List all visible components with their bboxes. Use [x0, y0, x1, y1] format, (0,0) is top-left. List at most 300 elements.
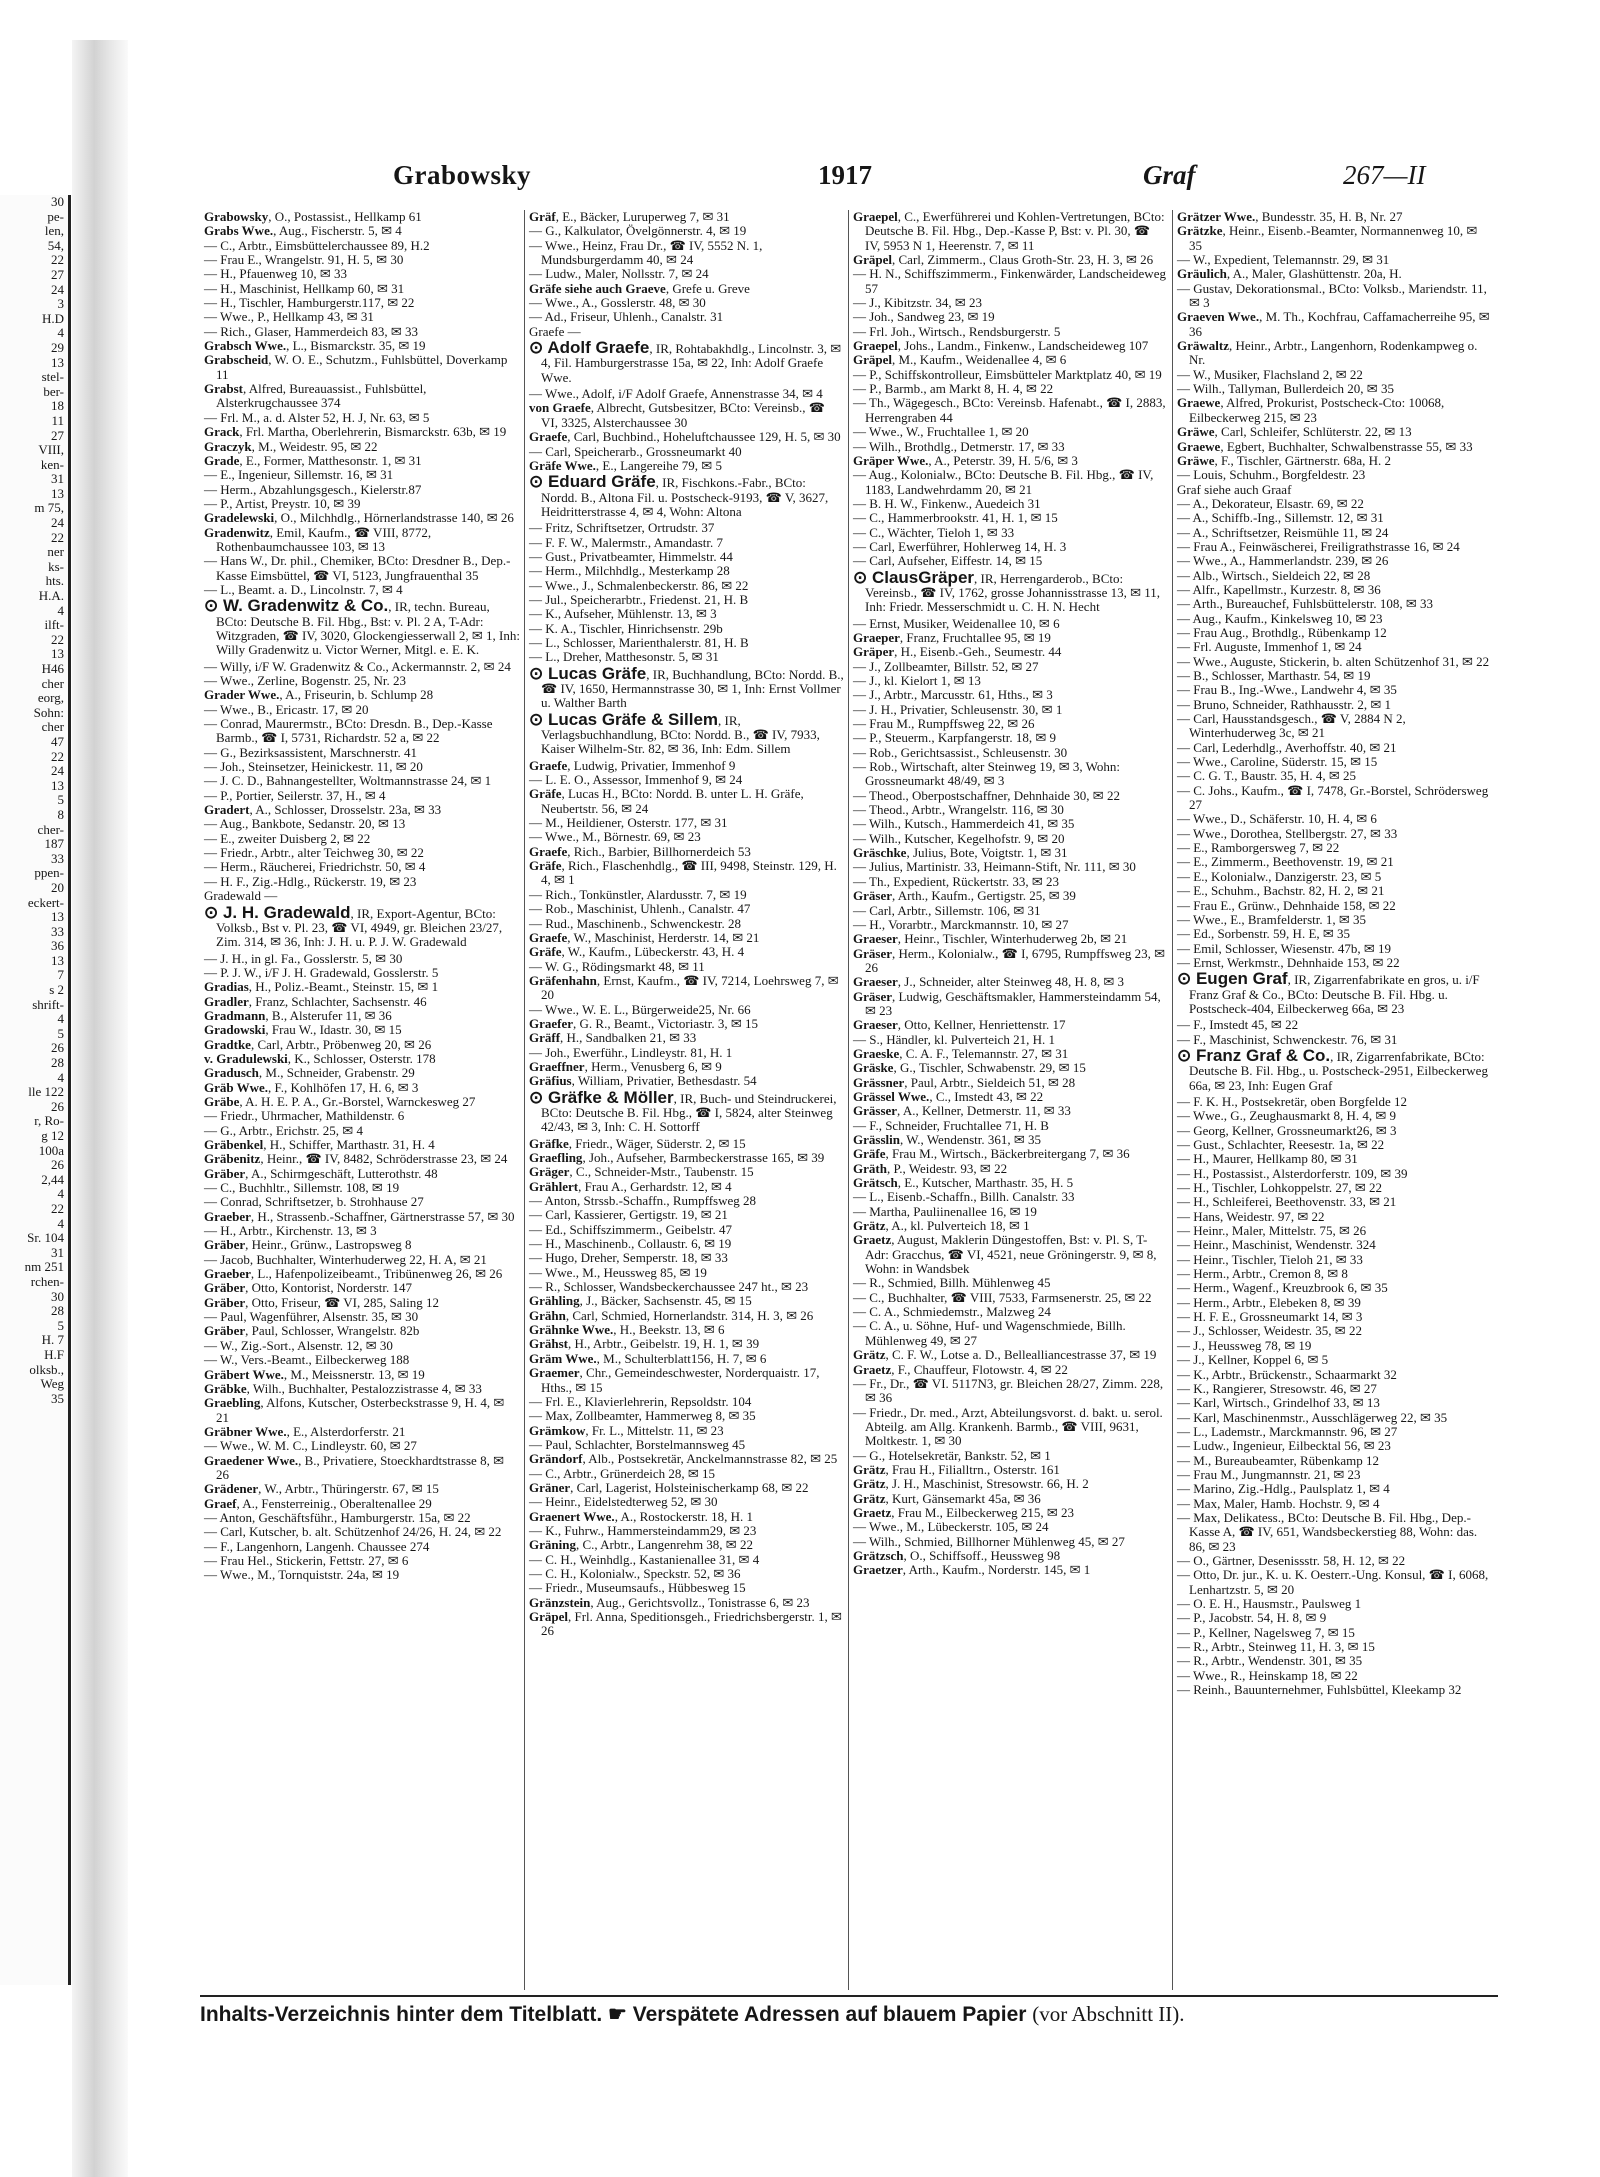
directory-entry: — L., Eisenb.-Schaffn., Billh. Canalstr. 33 — [853, 1189, 1075, 1205]
facing-page-fragment-line: 22 — [51, 1200, 64, 1216]
directory-entry: Gräning, C., Arbtr., Langenrehm 38, ✉ 22 — [529, 1537, 753, 1553]
entry-name: Gräner — [529, 1479, 571, 1495]
directory-entry: — Rob., Maschinist, Uhlenh., Canalstr. 47 — [529, 901, 751, 917]
directory-entry: — Conrad, Maurermstr., BCto: Dresdn. B., Dep.-Kasse Barmb., ☎ I, 5731, Richardstr. 52 a, ✉ 22 — [204, 716, 493, 746]
directory-entry: — Hugo, Dreher, Semperstr. 18, ✉ 33 — [529, 1250, 728, 1266]
facing-page-fragment-line: 4 — [57, 325, 64, 341]
directory-entry: Graebling, Alfons, Kutscher, Osterbeckstrasse 9, H. 4, ✉ 21 — [204, 1395, 505, 1425]
directory-entry: Grabscheid, W. O. E., Schutzm., Fuhlsbüttel, Doverkamp 11 — [204, 352, 508, 382]
entry-name: Graewe — [1177, 438, 1221, 454]
directory-entry: Grätz, Frau H., Filialltrn., Osterstr. 161 — [853, 1461, 1060, 1477]
directory-entry: — Heinr., Tischler, Tieloh 21, ✉ 33 — [1177, 1251, 1363, 1267]
facing-page-fragment-line: m 75, — [34, 500, 64, 516]
directory-entry: — Heinr., Eidelstedterweg 52, ✉ 30 — [529, 1494, 718, 1510]
entry-name: Graefe — [529, 929, 568, 945]
facing-page-fragment-line: ks- — [48, 558, 64, 574]
directory-entry: — Jacob, Buchhalter, Winterhuderweg 22, H. A, ✉ 21 — [204, 1251, 487, 1267]
entry-name: ⊙ ClausGräper — [853, 567, 975, 587]
facing-page-fragment-line: 13 — [51, 646, 64, 662]
directory-entry: Gräger, C., Schneider-Mstr., Taubenstr. 15 — [529, 1164, 754, 1180]
directory-entry: — W., Musiker, Flachsland 2, ✉ 22 — [1177, 366, 1363, 382]
directory-entry: — L., Dreher, Matthesonstr. 5, ✉ 31 — [529, 649, 719, 665]
facing-page-fragment-line: stel- — [41, 369, 64, 385]
directory-entry: — Carl, Ewerführer, Hohlerweg 14, H. 3 — [853, 538, 1067, 554]
firm-listing: ⊙ Gräfke & Möller, IR, Buch- und Steindruckerei, BCto: Deutsche B. Fil. Hbg., ☎ I, 5824, alter Steinweg 42/43, ✉ 3, Inh: C. H. Sottorff — [529, 1087, 837, 1135]
facing-page-fragment-line: Sr. 104 — [27, 1230, 64, 1246]
directory-entry: Gräber, Otto, Friseur, ☎ VI, 285, Saling 12 — [204, 1294, 439, 1310]
directory-entry: — Wilh., Tallyman, Bullerdeich 20, ✉ 35 — [1177, 381, 1394, 397]
directory-entry: Gräfe, W., Kaufm., Lübeckerstr. 43, H. 4 — [529, 944, 745, 960]
directory-entry: — C., Wächter, Tieloh 1, ✉ 33 — [853, 524, 1015, 540]
directory-entry: — Wwe., M., Lübeckerstr. 105, ✉ 24 — [853, 1519, 1049, 1535]
facing-page-fragment-line: r, Ro- — [34, 1113, 64, 1129]
facing-page-fragment-line: 13 — [51, 909, 64, 925]
directory-entry: Graefling, Joh., Aufseher, Barmbeckerstrasse 165, ✉ 39 — [529, 1150, 825, 1165]
directory-entry: Graeske, C. A. F., Telemannstr. 27, ✉ 31 — [853, 1045, 1069, 1061]
directory-entry: — Rud., Maschinenb., Schwenckestr. 28 — [529, 915, 741, 931]
entry-name: ⊙ Franz Graf & Co. — [1177, 1045, 1331, 1065]
entry-name: Graefe — [529, 429, 568, 445]
entry-name: Grätzer Wwe. — [1177, 210, 1256, 224]
directory-entry: — Friedr., Museumsaufs., Hübbesweg 15 — [529, 1580, 746, 1596]
directory-entry: — Wwe., Adolf, i/F Adolf Graefe, Annenstrasse 34, ✉ 4 — [529, 386, 823, 402]
facing-page-fragment-line: 5 — [57, 1025, 64, 1041]
facing-page-fragment-line: H.F — [44, 1346, 64, 1362]
directory-entry: — J., Kibitzstr. 34, ✉ 23 — [853, 295, 982, 311]
directory-entry: — Wwe., W., Fruchtallee 1, ✉ 20 — [853, 424, 1029, 440]
directory-entry: — M., Bureaubeamter, Rübenkamp 12 — [1177, 1452, 1380, 1468]
directory-entry: — Wwe., M., Börnestr. 69, ✉ 23 — [529, 829, 701, 845]
entry-name: Grählert — [529, 1178, 579, 1194]
entry-name: Gräpel — [853, 352, 892, 368]
firm-listing: ⊙ Franz Graf & Co., IR, Zigarrenfabrikate, BCto: Deutsche B. Fil. Hbg., u. Postscheck-2951, Eilbeckerweg 66a, ✉ 23, Inh: Eugen Graf — [1177, 1045, 1488, 1093]
directory-entry: — Louis, Schuhm., Borgfeldestr. 23 — [1177, 467, 1366, 483]
facing-page-fragment-line: 13 — [51, 354, 64, 370]
entry-name: Gräfius — [529, 1073, 572, 1089]
directory-entry: — Herm., Abzahlungsgesch., Kielerstr.87 — [204, 481, 422, 497]
facing-page-fragment-line: 26 — [51, 1098, 64, 1114]
entry-name: Grähnke Wwe. — [529, 1322, 614, 1338]
directory-entry: Grabsch Wwe., L., Bismarckstr. 35, ✉ 19 — [204, 338, 426, 354]
directory-entry: Gräwe, Carl, Schleifer, Schlüterstr. 22, ✉ 13 — [1177, 424, 1412, 440]
directory-entry: — C. A., Schmiedemstr., Malzweg 24 — [853, 1304, 1051, 1320]
directory-entry: — Joh., Ewerführ., Lindleystr. 81, H. 1 — [529, 1044, 733, 1060]
directory-entry: Gräwaltz, Heinr., Arbtr., Langenhorn, Rodenkampweg o. Nr. — [1177, 338, 1478, 368]
facing-page-fragment-line: cher — [41, 719, 64, 735]
directory-entry: — Wilh., Brothdlg., Detmerstr. 17, ✉ 33 — [853, 438, 1065, 454]
directory-entry: Gräfe, Lucas H., BCto: Nordd. B. unter L. H. Gräfe, Neubertstr. 56, ✉ 24 — [529, 786, 804, 816]
directory-entry: — Hans, Weidestr. 97, ✉ 22 — [1177, 1208, 1325, 1224]
header-first-name: Grabowsky — [393, 160, 532, 190]
entry-name: Gräpel — [853, 252, 892, 268]
directory-entry: — O. E. H., Hausmstr., Paulsweg 1 — [1177, 1596, 1362, 1611]
entry-name: Gräbe — [204, 1093, 240, 1109]
directory-entry: Graepel, C., Ewerführerei und Kohlen-Vertretungen, BCto: Deutsche B. Fil. Hbg., Dep.-Kasse P, Bst: v. Pl. 30, ☎ IV, 5953 N 1, Heerenstr. 7, ✉ 11 — [853, 210, 1165, 253]
directory-entry: — E., Schuhm., Bachstr. 82, H. 2, ✉ 21 — [1177, 883, 1385, 899]
directory-page — [128, 60, 1540, 2177]
directory-entry: — Rich., Glaser, Hammerdeich 83, ✉ 33 — [204, 323, 418, 339]
facing-page-fragment-line: 33 — [51, 923, 64, 939]
directory-entry: Graedener Wwe., B., Privatiere, Stoeckhardtstrasse 8, ✉ 26 — [204, 1452, 504, 1482]
directory-entry: — Wwe., Auguste, Stickerin, b. alten Schützenhof 31, ✉ 22 — [1177, 653, 1490, 669]
directory-entry: — K., Rangierer, Stresowstr. 46, ✉ 27 — [1177, 1380, 1377, 1396]
entry-name: ⊙ J. H. Gradewald — [204, 902, 351, 922]
facing-page-fragment — [0, 195, 71, 1985]
directory-entry: — F., Maschinist, Schwenckestr. 76, ✉ 31 — [1177, 1031, 1398, 1047]
entry-name: Gräske — [853, 1060, 894, 1076]
directory-entry: Grader Wwe., A., Friseurin, b. Schlump 28 — [204, 687, 434, 703]
directory-entry: — Herm., Arbtr., Cremon 8, ✉ 8 — [1177, 1266, 1348, 1282]
entry-name: Grack — [204, 424, 240, 440]
facing-page-fragment-line: hts. — [45, 573, 64, 589]
entry-name: Gräulich — [1177, 266, 1227, 282]
directory-entry: Grabowsky, O., Postassist., Hellkamp 61 — [204, 210, 422, 224]
facing-page-fragment-line: 11 — [51, 412, 64, 428]
entry-name: Gradusch — [204, 1065, 259, 1081]
directory-entry: Graeser, J., Schneider, alter Steinweg 48, H. 8, ✉ 3 — [853, 974, 1125, 990]
directory-entry: — Herm., Räucherei, Friedrichstr. 50, ✉ 4 — [204, 859, 426, 875]
directory-entry: Grässner, Paul, Arbtr., Sieldeich 51, ✉ 28 — [853, 1074, 1076, 1090]
entry-name: Gräm Wwe. — [529, 1350, 597, 1366]
page-header — [128, 160, 1540, 196]
directory-entry: — H. F., Zig.-Hdlg., Rückerstr. 19, ✉ 23 — [204, 873, 417, 889]
directory-entry: Graenert Wwe., A., Rostockerstr. 18, H. 1 — [529, 1508, 753, 1524]
entry-name: Gradler — [204, 993, 249, 1009]
entry-name: Graetz — [853, 1232, 892, 1248]
directory-columns — [200, 210, 1498, 1990]
facing-page-fragment-line: 22 — [51, 748, 64, 764]
directory-entry: Gräpel, M., Kaufm., Weidenallee 4, ✉ 6 — [853, 352, 1067, 368]
directory-entry: — Alb., Wirtsch., Sieldeich 22, ✉ 28 — [1177, 567, 1371, 583]
directory-entry: — Herm., Milchhdlg., Mesterkamp 28 — [529, 563, 730, 579]
directory-entry: Graefe — — [529, 323, 581, 339]
entry-name: Graeber — [204, 1208, 251, 1224]
facing-page-fragment-line: 4 — [57, 602, 64, 618]
directory-entry: — Wwe., P., Hellkamp 43, ✉ 31 — [204, 309, 374, 325]
directory-entry: Gräske, G., Tischler, Schwabenstr. 29, ✉ 15 — [853, 1060, 1086, 1076]
entry-name: Gräper — [853, 644, 895, 660]
directory-entry: — Wwe., W. M. C., Lindleystr. 60, ✉ 27 — [204, 1438, 417, 1454]
facing-page-fragment-line: ppen- — [34, 865, 64, 881]
entry-name: Graefer — [529, 1015, 574, 1031]
directory-entry: Graeber, L., Hafenpolizeibeamt., Tribünenweg 26, ✉ 26 — [204, 1266, 503, 1282]
directory-entry: von Graefe, Albrecht, Gutsbesitzer, BCto: Vereinsb., ☎ VI, 3325, Alsterchaussee 30 — [529, 400, 825, 430]
directory-entry: Gräbenkel, H., Schiffer, Marthastr. 31, H. 4 — [204, 1137, 435, 1152]
directory-entry: Gräfenhahn, Ernst, Kaufm., ☎ IV, 7214, Loehrsweg 7, ✉ 20 — [529, 972, 839, 1003]
directory-entry: — P., Kellner, Nagelsweg 7, ✉ 15 — [1177, 1624, 1355, 1640]
entry-name: Graczyk — [204, 438, 252, 454]
directory-entry: — R., Schlosser, Wandsbeckerchaussee 247 ht., ✉ 23 — [529, 1279, 809, 1295]
directory-entry: Gräser, Arth., Kaufm., Gertigstr. 25, ✉ 39 — [853, 888, 1076, 904]
directory-entry: — Karl, Maschinenmstr., Ausschlägerweg 22, ✉ 35 — [1177, 1409, 1448, 1425]
facing-page-fragment-line: 24 — [51, 763, 64, 779]
entry-name: Graefe — [529, 843, 568, 859]
directory-entry: Gräbner Wwe., E., Alsterdorferstr. 21 — [204, 1423, 406, 1439]
directory-entry: — C. G. T., Baustr. 35, H. 4, ✉ 25 — [1177, 768, 1357, 784]
entry-name: Gradias — [204, 979, 249, 995]
directory-entry: — Carl, Kassierer, Gertigstr. 19, ✉ 21 — [529, 1207, 728, 1223]
directory-entry: — J. H., in gl. Fa., Gosslerstr. 5, ✉ 30 — [204, 950, 403, 966]
directory-entry: — H., Tischler, Lohkoppelstr. 27, ✉ 22 — [1177, 1180, 1383, 1196]
entry-name: Gräfenhahn — [529, 972, 597, 988]
directory-entry: — W., Expedient, Telemannstr. 29, ✉ 31 — [1177, 252, 1390, 268]
entry-name: Gräschke — [853, 845, 907, 861]
directory-entry: — Carl, Speicherarb., Grossneumarkt 40 — [529, 443, 742, 459]
directory-entry: Gradusch, M., Schneider, Grabenstr. 29 — [204, 1065, 415, 1081]
directory-entry: Graeper, Franz, Fruchtallee 95, ✉ 19 — [853, 629, 1051, 645]
page-footer — [200, 2002, 1498, 2027]
directory-entry: — H., Maschinenb., Collaustr. 6, ✉ 19 — [529, 1236, 732, 1252]
directory-entry: — Max, Delikatess., BCto: Deutsche B. Fil. Hbg., Dep.-Kasse A, ☎ IV, 651, Wandsbeckerstieg 88, Wohn: das. 86, ✉ 23 — [1177, 1509, 1478, 1554]
directory-entry: — Carl, Hausstandsgesch., ☎ V, 2884 N 2, Winterhuderweg 3c, ✉ 21 — [1177, 711, 1406, 741]
directory-entry: Graetzer, Arth., Kaufm., Norderstr. 145, ✉ 1 — [853, 1562, 1091, 1578]
directory-entry: Grählert, Frau A., Gerhardstr. 12, ✉ 4 — [529, 1178, 732, 1194]
entry-name: Gräber — [204, 1280, 246, 1296]
entry-name: ⊙ Gräfke & Möller — [529, 1087, 674, 1107]
directory-entry: Gräf, E., Bäcker, Luruperweg 7, ✉ 31 — [529, 210, 730, 224]
directory-entry: — Theod., Oberpostschaffner, Dehnhaide 30, ✉ 22 — [853, 787, 1120, 803]
firm-listing: ⊙ Eugen Graf, IR, Zigarrenfabrikate en gros, u. i/F Franz Graf & Co., BCto: Deutsche B. Fil. Hbg. u. Postscheck-404, Eilbeckerweg 66a, ✉ 23 — [1177, 969, 1480, 1016]
footer-rule — [200, 1995, 1498, 1997]
directory-entry: — J., Zollbeamter, Billstr. 52, ✉ 27 — [853, 658, 1039, 674]
footer-section-note: (vor Abschnitt II). — [1032, 2002, 1185, 2026]
directory-entry: — O., Gärtner, Desenissstr. 58, H. 12, ✉ 22 — [1177, 1552, 1406, 1568]
directory-entry: Grade, E., Former, Matthesonstr. 1, ✉ 31 — [204, 452, 422, 468]
facing-page-fragment-line: 26 — [51, 1040, 64, 1056]
entry-name: Grässlin — [853, 1132, 900, 1147]
directory-entry: — Frl. Joh., Wirtsch., Rendsburgerstr. 5 — [853, 323, 1061, 339]
directory-entry: Grabst, Alfred, Bureauassist., Fuhlsbüttel, Alsterkrugchaussee 374 — [204, 381, 427, 411]
facing-page-fragment-line: 28 — [51, 1303, 64, 1319]
directory-entry: — Frau E., Grünw., Dehnhaide 158, ✉ 22 — [1177, 897, 1396, 913]
directory-entry: Grässlin, W., Wendenstr. 361, ✉ 35 — [853, 1132, 1042, 1147]
directory-entry: — H., Maurer, Hellkamp 80, ✉ 31 — [1177, 1151, 1358, 1167]
entry-name: Graepel — [853, 210, 898, 224]
entry-name: Graef — [204, 1495, 237, 1511]
entry-name: Graetz — [853, 1361, 892, 1377]
entry-name: Graepel — [853, 338, 898, 354]
entry-name: Gräfke — [529, 1135, 569, 1151]
entry-name: Gräper Wwe. — [853, 452, 929, 468]
directory-entry: — Th., Wägegesch., BCto: Vereinsb. Hafenabt., ☎ I, 2883, Herrengraben 44 — [853, 395, 1166, 425]
directory-entry: Gräfke, Friedr., Wäger, Süderstr. 2, ✉ 15 — [529, 1135, 746, 1151]
directory-entry: — Ed., Schiffszimmerm., Geibelstr. 47 — [529, 1221, 733, 1237]
directory-entry: — Emil, Schlosser, Wiesenstr. 47b, ✉ 19 — [1177, 940, 1391, 956]
facing-page-fragment-line: 13 — [51, 777, 64, 793]
directory-entry: — Gust., Schlachter, Reesestr. 1a, ✉ 22 — [1177, 1137, 1385, 1152]
directory-entry: Grässel Wwe., C., Imstedt 43, ✉ 22 — [853, 1088, 1044, 1104]
directory-entry: — Paul, Schlachter, Borstelmannsweg 45 — [529, 1436, 746, 1452]
column-4 — [1172, 210, 1496, 1990]
directory-entry: — E., zweiter Duisberg 2, ✉ 22 — [204, 830, 371, 846]
directory-entry: — Anton, Geschäftsführ., Hamburgerstr. 15a, ✉ 22 — [204, 1509, 471, 1525]
facing-page-fragment-line: 18 — [51, 398, 64, 414]
facing-page-fragment-line: 20 — [51, 879, 64, 895]
directory-entry: — Ludw., Ingenieur, Eilbecktal 56, ✉ 23 — [1177, 1438, 1391, 1454]
facing-page-fragment-line: 28 — [51, 1055, 64, 1071]
pointing-hand-icon: ☛ — [608, 2003, 627, 2026]
directory-entry: — F. F. W., Malermstr., Amandastr. 7 — [529, 534, 724, 550]
directory-entry: Gräper Wwe., A., Peterstr. 39, H. 5/6, ✉ 3 — [853, 452, 1078, 468]
entry-name: Grändorf — [529, 1451, 583, 1467]
directory-entry: Gräber, Paul, Schlosser, Wrangelstr. 82b — [204, 1323, 420, 1339]
facing-page-fragment-line: 31 — [51, 471, 64, 487]
directory-entry: Graepel, Johs., Landm., Finkenw., Landscheideweg 107 — [853, 338, 1149, 354]
entry-name: Grähst — [529, 1336, 568, 1352]
directory-entry: — F., Imstedt 45, ✉ 22 — [1177, 1017, 1299, 1033]
directory-entry: Gradler, Franz, Schlachter, Sachsenstr. 46 — [204, 993, 427, 1009]
directory-entry: — Rob., Wirtschaft, alter Steinweg 19, ✉ 3, Wohn: Grossneumarkt 48/49, ✉ 3 — [853, 759, 1121, 789]
facing-page-fragment-line: s 2 — [49, 982, 64, 998]
entry-name: Graebling — [204, 1395, 261, 1411]
entry-name: Gräwaltz — [1177, 338, 1229, 354]
directory-entry: — H. N., Schiffszimmerm., Finkenwärder, Landscheideweg 57 — [853, 266, 1166, 296]
directory-entry: — Ed., Sorbenstr. 59, H. E, ✉ 35 — [1177, 926, 1351, 942]
facing-page-fragment-line: H.D — [41, 310, 64, 326]
firm-listing: ⊙ Eduard Gräfe, IR, Fischkons.-Fabr., BCto: Nordd. B., Altona Fil. u. Postscheck-9193, ☎ V, 3627, Heidritterstrasse 4, ✉ 4, Wohn: Altona — [529, 472, 829, 519]
facing-page-fragment-line: 35 — [51, 1390, 64, 1406]
directory-entry: — R., Arbtr., Steinweg 11, H. 3, ✉ 15 — [1177, 1639, 1375, 1655]
directory-entry: — Hans W., Dr. phil., Chemiker, BCto: Dresdner B., Dep.-Kasse Eimsbüttel, ☎ VI, 5123, Jungfrauenthal 35 — [204, 553, 511, 583]
entry-name: Graetzer — [853, 1562, 903, 1578]
directory-entry: — Wwe., J., Schmalenbeckerstr. 86, ✉ 22 — [529, 577, 749, 593]
directory-entry: — K., Fuhrw., Hammersteindamm29, ✉ 23 — [529, 1522, 757, 1538]
directory-entry: Gräulich, A., Maler, Glashüttenstr. 20a, H. — [1177, 266, 1402, 282]
entry-name: Grässer — [853, 1103, 898, 1119]
facing-page-fragment-line: Sohn: — [33, 704, 64, 720]
directory-entry: — Georg, Kellner, Grossneumarkt26, ✉ 3 — [1177, 1122, 1397, 1138]
directory-entry: — P., Jacobstr. 54, H. 8, ✉ 9 — [1177, 1610, 1327, 1626]
directory-entry: — C., Arbtr., Eimsbüttelerchaussee 89, H.2 — [204, 237, 430, 253]
directory-entry: — C., Arbtr., Grünerdeich 28, ✉ 15 — [529, 1465, 716, 1481]
facing-page-fragment-line: 27 — [51, 266, 64, 282]
facing-page-fragment-line: 22 — [51, 631, 64, 647]
directory-entry: Gräfe, Frau M., Wirtsch., Bäckerbreitergang 7, ✉ 36 — [853, 1146, 1130, 1162]
facing-page-fragment-line: 7 — [57, 967, 64, 983]
entry-name: Gräwe — [1177, 452, 1215, 468]
directory-entry: — Willy, i/F W. Gradenwitz & Co., Ackermannstr. 2, ✉ 24 — [204, 658, 511, 674]
directory-entry: — Frl. M., a. d. Alster 52, H. J, Nr. 63, ✉ 5 — [204, 409, 430, 425]
directory-entry: — L., Schlosser, Marienthalerstr. 81, H. B — [529, 634, 749, 650]
facing-page-fragment-line: H. 7 — [41, 1332, 64, 1348]
directory-entry: — S., Händler, kl. Pulverteich 21, H. 1 — [853, 1031, 1056, 1047]
directory-entry: — Max, Maler, Hamb. Hochstr. 9, ✉ 4 — [1177, 1495, 1380, 1511]
entry-name: ⊙ Lucas Gräfe — [529, 663, 647, 683]
directory-entry: — Otto, Dr. jur., K. u. K. Oesterr.-Ung. Konsul, ☎ I, 6068, Lenhartzstr. 5, ✉ 20 — [1177, 1567, 1489, 1597]
directory-entry: — G., Hotelsekretär, Bankstr. 52, ✉ 1 — [853, 1447, 1051, 1463]
directory-entry: — P., Steuerm., Karpfangerstr. 18, ✉ 9 — [853, 730, 1056, 746]
directory-entry: Graetz, August, Maklerin Düngestoffen, Bst: v. Pl. S, T-Adr: Gracchus, ☎ VI, 4521, neue Gröningerstr. 9, ✉ 8, Wohn: in Wandsbek — [853, 1232, 1157, 1277]
directory-entry: — P., Artist, Preystr. 10, ✉ 39 — [204, 495, 361, 511]
directory-entry: Graemer, Chr., Gemeindeschwester, Norderquaistr. 17, Hths., ✉ 15 — [529, 1365, 820, 1395]
entry-name: Grader Wwe. — [204, 687, 280, 703]
directory-entry: — Wwe., G., Zeughausmarkt 8, H. 4, ✉ 9 — [1177, 1108, 1396, 1124]
directory-entry: — J., Arbtr., Marcusstr. 61, Hths., ✉ 3 — [853, 687, 1053, 703]
entry-name: Gradelewski — [204, 510, 275, 526]
facing-page-fragment-line: 4 — [57, 1215, 64, 1231]
directory-entry: — J., Schlosser, Weidestr. 35, ✉ 22 — [1177, 1323, 1362, 1339]
entry-name: Gräpel — [529, 1609, 568, 1624]
entry-name: Gräfe — [529, 944, 562, 960]
entry-name: Grätzke — [1177, 223, 1223, 239]
entry-name: Graeske — [853, 1045, 900, 1061]
directory-entry: Grähst, H., Arbtr., Geibelstr. 19, H. 1, ✉ 39 — [529, 1336, 760, 1352]
directory-entry: — F., Schneider, Fruchtallee 71, H. B — [853, 1117, 1049, 1133]
directory-entry: v. Gradulewski, K., Schlosser, Osterstr. 178 — [204, 1050, 436, 1066]
directory-entry: Grädener, W., Arbtr., Thüringerstr. 67, ✉ 15 — [204, 1481, 439, 1497]
directory-entry: Gradewald — — [204, 888, 278, 904]
entry-name: ⊙ Eugen Graf — [1177, 969, 1288, 989]
directory-entry: — Carl, Arbtr., Sillemstr. 106, ✉ 31 — [853, 902, 1041, 918]
entry-name: Graemer — [529, 1365, 580, 1381]
entry-name: Grabscheid — [204, 352, 269, 368]
entry-name: Gräbke — [204, 1380, 247, 1396]
directory-entry: — Max, Zollbeamter, Hammerweg 8, ✉ 35 — [529, 1408, 756, 1424]
directory-entry: — K., Aufseher, Mühlenstr. 13, ✉ 3 — [529, 606, 717, 622]
facing-page-fragment-line: 187 — [44, 836, 64, 852]
directory-entry: — K., Arbtr., Brückenstr., Schaarmarkt 32 — [1177, 1366, 1397, 1382]
entry-name: Graedener Wwe. — [204, 1452, 299, 1468]
directory-entry: Grätzer Wwe., Bundesstr. 35, H. B, Nr. 27 — [1177, 210, 1403, 224]
directory-entry: — J., Kellner, Koppel 6, ✉ 5 — [1177, 1352, 1329, 1368]
directory-entry: — Th., Expedient, Rückertstr. 33, ✉ 23 — [853, 873, 1059, 889]
directory-entry: — Wwe., A., Hammerlandstr. 239, ✉ 26 — [1177, 553, 1389, 569]
directory-entry: — H., Maschinist, Hellkamp 60, ✉ 31 — [204, 280, 405, 296]
directory-entry: Gräschke, Julius, Bote, Voigtstr. 1, ✉ 31 — [853, 845, 1068, 861]
directory-entry: Gräff, H., Sandbalken 21, ✉ 33 — [529, 1030, 697, 1046]
directory-entry: — Joh., Sandweg 23, ✉ 19 — [853, 309, 995, 325]
facing-page-fragment-line: 4 — [57, 1069, 64, 1085]
directory-entry: — P. J. W., i/F J. H. Gradewald, Gosslerstr. 5 — [204, 964, 439, 980]
entry-name: Gräger — [529, 1164, 570, 1180]
facing-page-fragment-line: 22 — [51, 252, 64, 268]
directory-entry: Gräber, Otto, Kontorist, Norderstr. 147 — [204, 1280, 412, 1296]
directory-entry: — L., Lademstr., Marckmannstr. 96, ✉ 27 — [1177, 1423, 1398, 1439]
directory-entry: — E., Ingenieur, Sillemstr. 16, ✉ 31 — [204, 467, 394, 483]
directory-entry: Gräpel, Frl. Anna, Speditionsgeh., Friedrichsbergerstr. 1, ✉ 26 — [529, 1609, 842, 1639]
directory-entry: — C. H., Weinhdlg., Kastanienallee 31, ✉ 4 — [529, 1551, 760, 1567]
column-3 — [848, 210, 1172, 1990]
directory-entry: Gräfe, Rich., Flaschenhdlg., ☎ III, 9498, Steinstr. 129, H. 4, ✉ 1 — [529, 858, 837, 888]
facing-page-fragment-line: 30 — [51, 1288, 64, 1304]
facing-page-fragment-line: 27 — [51, 427, 64, 443]
facing-page-fragment-line: olksb., — [29, 1361, 64, 1377]
directory-entry: Gräpel, Carl, Zimmerm., Claus Groth-Str. 23, H. 3, ✉ 26 — [853, 252, 1154, 268]
directory-entry: Graefe, Rich., Barbier, Billhornerdeich 53 — [529, 843, 751, 859]
directory-entry: — Friedr., Uhrmacher, Mathildenstr. 6 — [204, 1108, 405, 1124]
directory-entry: Gräbert Wwe., M., Meissnerstr. 13, ✉ 19 — [204, 1366, 425, 1382]
directory-entry: Gräper, H., Eisenb.-Geh., Seumestr. 44 — [853, 644, 1062, 660]
directory-entry: — Frau E., Wrangelstr. 91, H. 5, ✉ 30 — [204, 252, 404, 268]
facing-page-fragment-line: cher — [41, 675, 64, 691]
entry-name: Grabsch Wwe. — [204, 338, 287, 354]
directory-entry: — A., Schriftsetzer, Reismühle 11, ✉ 24 — [1177, 524, 1389, 540]
directory-entry: — Aug., Kaufm., Kinkelsweg 10, ✉ 23 — [1177, 610, 1383, 626]
entry-name: Gräser — [853, 888, 892, 904]
directory-entry: — Wwe., W. E. L., Bürgerweide25, Nr. 66 — [529, 1001, 751, 1017]
footer-late-addresses: Verspätete Adressen auf blauem Papier — [632, 2003, 1027, 2026]
entry-name: Grade — [204, 452, 240, 468]
directory-entry: — P., Barmb., am Markt 8, H. 4, ✉ 22 — [853, 381, 1054, 397]
entry-name: Grabowsky — [204, 210, 269, 224]
entry-name: Grädener — [204, 1481, 259, 1497]
directory-entry: — Wwe., E., Bramfelderstr. 1, ✉ 35 — [1177, 911, 1367, 927]
entry-name: Grätzsch — [853, 1547, 904, 1563]
facing-page-fragment-line: 2,44 — [41, 1171, 64, 1187]
directory-entry: — Wilh., Kutsch., Hammerdeich 41, ✉ 35 — [853, 816, 1075, 832]
directory-entry: — H. F. E., Grossneumarkt 14, ✉ 3 — [1177, 1309, 1363, 1325]
entry-name: Gräber — [204, 1294, 246, 1310]
